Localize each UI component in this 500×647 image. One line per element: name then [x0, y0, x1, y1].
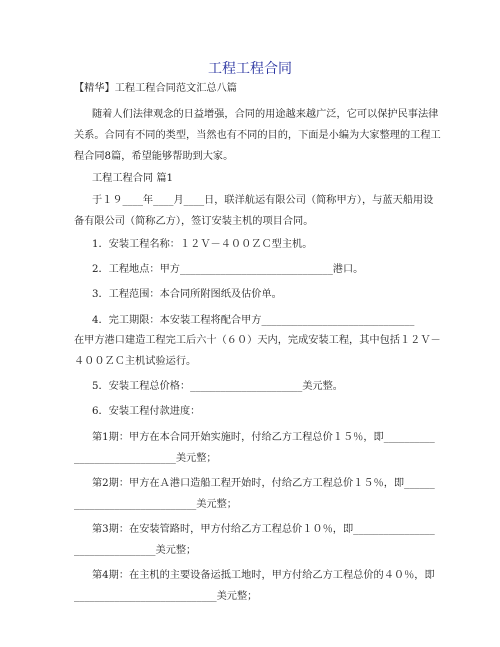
clause-line: 2．工程地点：甲方______________________________港口。	[92, 264, 364, 275]
document-title: 工程工程合同	[208, 61, 292, 77]
clause-line: ________________________美元整；	[74, 499, 237, 510]
clause-line: 于１９____年____月____日，联洋航运有限公司（简称甲方），与蓝天船用设	[92, 195, 434, 206]
intro-line: 随着人们法律观念的日益增强，合同的用途越来越广泛，它可以保护民事法律	[92, 109, 439, 120]
clause-line: 第2期：甲方在Ａ港口造船工程开始时，付给乙方工程总价１５％，即______	[92, 478, 435, 489]
section-heading: 工程工程合同 篇1	[92, 173, 174, 184]
clause-line: 6．安装工程付款进度：	[92, 406, 201, 417]
clause-line: ４００ＺＣ主机试验运行。	[74, 356, 197, 367]
clause-line: 第4期：在主机的主要设备运抵工地时，甲方付给乙方工程总价的４０％，即	[92, 570, 435, 581]
clause-line: ____________________美元整；	[74, 453, 217, 464]
clause-line: ____________________________美元整；	[74, 591, 258, 602]
clause-line: 1．安装工程名称：１２Ｖ－４００ＺＣ型主机。	[92, 239, 313, 250]
document-subtitle: 【精华】工程工程合同范文汇总八篇	[74, 83, 237, 94]
intro-line: 程合同8篇，希望能够帮助到大家。	[74, 151, 234, 162]
clause-line: 第1期：甲方在本合同开始实施时，付给乙方工程总价１５％，即__________	[92, 432, 435, 443]
clause-line: 在甲方港口建造工程完工后六十（６０）天内，完成安装工程，其中包括１２Ｖ－	[74, 335, 441, 346]
intro-line: 关系。合同有不同的类型，当然也有不同的目的，下面是小编为大家整理的工程工	[74, 130, 441, 141]
clause-line: 4．完工期限：本安装工程将配合甲方______________________________	[92, 315, 415, 326]
clause-line: 5．安装工程总价格：______________________美元整。	[92, 381, 343, 392]
clause-line: ________________美元整；	[74, 545, 197, 556]
clause-line: 备有限公司（简称乙方），签订安装主机的项目合同。	[74, 216, 314, 227]
clause-line: 第3期：在安装管路时，甲方付给乙方工程总价１０％，即________________	[92, 524, 435, 535]
clause-line: 3．工程范围：本合同所附图纸及估价单。	[92, 289, 282, 300]
